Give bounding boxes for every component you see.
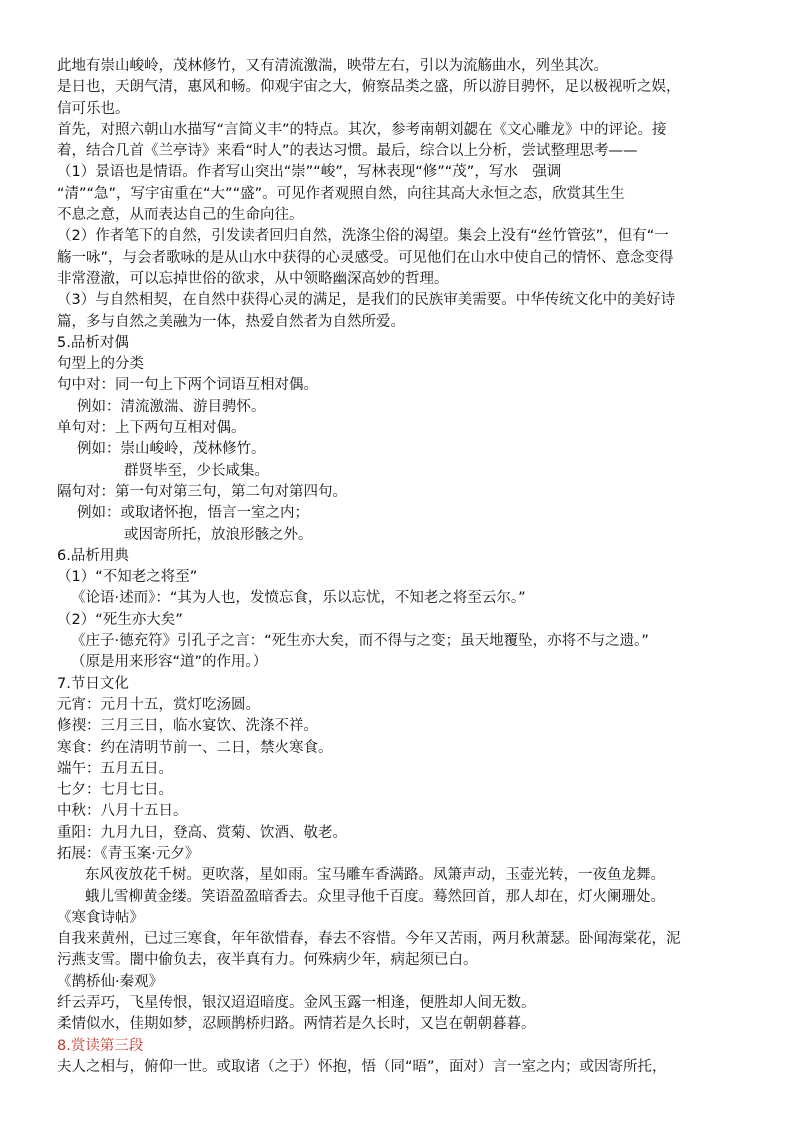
example-line: 例如：清流激湍、游目骋怀。	[77, 398, 266, 415]
text-line: （1）“不知老之将至”	[57, 569, 198, 586]
text-line: 修禊：三月三日，临水宴饮、洗涤不祥。	[57, 718, 318, 735]
text-line: 中秋：八月十五日。	[57, 803, 188, 820]
section-heading-red: 8.赏读第三段	[57, 1037, 144, 1054]
poem-line: 纤云弄巧，飞星传恨，银汉迢迢暗度。金风玉露一相逢，便胜却人间无数。	[57, 995, 536, 1012]
text-line: （1）景语也是情语。作者写山突出“崇”“峻”，写林表现“修”“茂”，写水 强调	[57, 164, 562, 181]
text-line: 寒食：约在清明节前一、二日，禁火寒食。	[57, 739, 333, 756]
poem-line: 柔情似水，佳期如梦，忍顾鹊桥归路。两情若是久长时，又岂在朝朝暮暮。	[57, 1016, 536, 1033]
poem-line: 东风夜放花千树。更吹落，星如雨。宝马雕车香满路。凤箫声动，玉壶光转，一夜鱼龙舞。	[85, 867, 665, 884]
example-line: 例如：或取诸怀抱，悟言一室之内；	[77, 505, 309, 522]
text-line: （2）作者笔下的自然，引发读者回归自然，洗涤尘俗的渴望。集会上没有“丝竹管弦”，但有“一	[57, 228, 669, 245]
text-line: 非常澄澈，可以忘掉世俗的欲求，从中领略幽深高妙的哲理。	[57, 270, 449, 287]
quote-line: 《论语·述而》：“其为人也，发愤忘食，乐以忘忧，不知老之将至云尔。”	[71, 590, 526, 607]
text-line: （2）“死生亦大矣”	[57, 611, 183, 628]
text-line: 单句对：上下两句互相对偶。	[57, 420, 246, 437]
quote-line: 《庄子·德充符》引孔子之言：“死生亦大矣，而不得与之变；虽天地覆坠，亦将不与之遗。”	[71, 633, 649, 650]
poem-line: 污燕支雪。闇中偷负去，夜半真有力。何殊病少年，病起须已白。	[57, 952, 478, 969]
text-line: （3）与自然相契，在自然中获得心灵的满足，是我们的民族审美需要。中华传统文化中的美好诗	[57, 292, 676, 309]
text-line: 觞一咏”，与会者歌咏的是从山水中获得的心灵感受。可见他们在山水中使自己的情怀、意念变得	[57, 249, 674, 266]
poem-line: 自我来黄州，已过三寒食，年年欲惜春，春去不容惜。今年又苦雨，两月秋萧瑟。卧闻海棠花，泥	[57, 931, 681, 948]
text-line: 着，结合几首《兰亭诗》来看“时人”的表达习惯。最后，综合以上分析，尝试整理思考——	[57, 143, 638, 160]
text-line: 重阳：九月九日，登高、赏菊、饮酒、敬老。	[57, 824, 347, 841]
poem-title: 《寒食诗帖》	[57, 909, 144, 926]
poem-line: 蛾儿雪柳黄金缕。笑语盈盈暗香去。众里寻他千百度。蓦然回首，那人却在，灯火阑珊处。	[85, 888, 665, 905]
subheading: 句型上的分类	[57, 356, 144, 373]
text-line: 元宵：元月十五，赏灯吃汤圆。	[57, 696, 260, 713]
poem-title: 《鹊桥仙·秦观》	[57, 973, 164, 990]
example-line: 群贤毕至，少长咸集。	[124, 462, 269, 479]
section-heading: 5.品析对偶	[57, 334, 129, 351]
text-line: 隔句对：第一句对第三句，第二句对第四句。	[57, 483, 347, 500]
text-line: 句中对：同一句上下两个词语互相对偶。	[57, 377, 318, 394]
text-line: 篇，多与自然之美融为一体，热爱自然者为自然所爱。	[57, 313, 405, 330]
text-line: 不息之意，从而表达自己的生命向往。	[57, 207, 304, 224]
example-line: 例如：崇山峻岭，茂林修竹。	[77, 441, 266, 458]
text-line: 是日也，天朗气清，惠风和畅。仰观宇宙之大，俯察品类之盛，所以游目骋怀，足以极视听之娱，	[57, 79, 681, 96]
note-line: （原是用来形容“道”的作用。）	[71, 654, 268, 671]
section-heading: 7.节日文化	[57, 675, 129, 692]
text-line: “清”“急”，写宇宙重在“大”“盛”。可见作者观照自然，向往其高大永恒之态，欣赏其生生	[57, 185, 625, 202]
example-line: 或因寄所托，放浪形骸之外。	[124, 526, 313, 543]
text-line: 七夕：七月七日。	[57, 782, 173, 799]
text-line: 拓展：《青玉案·元夕》	[57, 845, 200, 862]
text-line: 此地有崇山峻岭，茂林修竹，又有清流激湍，映带左右，引以为流觞曲水，列坐其次。	[57, 58, 608, 74]
text-line: 信可乐也。	[57, 100, 130, 117]
text-line: 端午：五月五日。	[57, 760, 173, 777]
text-line: 首先，对照六朝山水描写“言简义丰”的特点。其次，参考南朝刘勰在《文心雕龙》中的评论。接	[57, 121, 667, 138]
section-heading: 6.品析用典	[57, 547, 129, 564]
text-line: 夫人之相与，俯仰一世。或取诸（之于）怀抱，悟（同“晤”，面对）言一室之内；或因寄所托，	[57, 1058, 667, 1075]
document-body	[57, 56, 769, 1078]
